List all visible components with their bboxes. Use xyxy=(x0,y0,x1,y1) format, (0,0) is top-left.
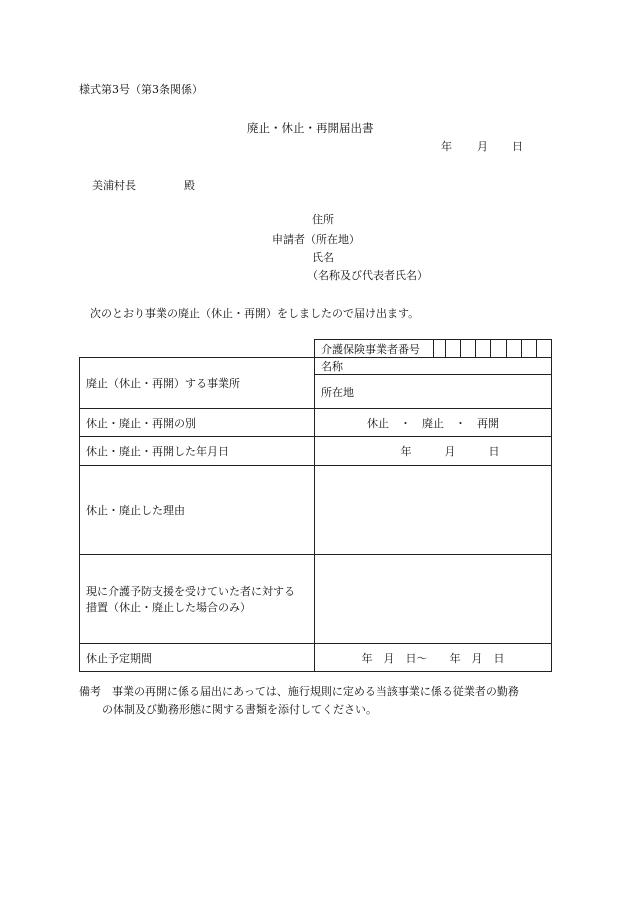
provider-number-digit[interactable] xyxy=(521,340,536,358)
reason-label: 休止・廃止した理由 xyxy=(80,466,315,555)
provider-number-digit[interactable] xyxy=(461,340,476,358)
date-value[interactable]: 年 月 日 xyxy=(314,437,551,466)
measures-label-line1: 現に介護予防支援を受けていた者に対する xyxy=(86,585,295,598)
office-name-label: 名称 xyxy=(314,358,551,375)
remarks-line2: の体制及び勤務形態に関する書類を添付してください。 xyxy=(102,703,377,716)
date-label: 休止・廃止・再開した年月日 xyxy=(80,437,315,466)
provider-number-digit[interactable] xyxy=(506,340,521,358)
office-location-label: 所在地 xyxy=(314,375,551,409)
provider-number-digit[interactable] xyxy=(476,340,491,358)
provider-number-digit[interactable] xyxy=(536,340,551,358)
name-note: （名称及び代表者氏名） xyxy=(307,269,428,282)
document-title: 廃止・休止・再開届出書 xyxy=(247,121,374,135)
applicant-label: 申請者（所在地） xyxy=(272,233,360,246)
type-options[interactable]: 休止 ・ 廃止 ・ 再開 xyxy=(314,409,551,437)
address-label: 住所 xyxy=(312,213,334,226)
remarks-line1: 備考 事業の再開に係る届出にあっては、施行規則に定める当該事業に係る従業者の勤務 xyxy=(79,685,519,698)
name-label: 氏名 xyxy=(312,251,334,264)
period-label: 休止予定期間 xyxy=(80,644,315,672)
date-month-label: 月 xyxy=(477,140,488,153)
period-value[interactable]: 年 月 日～ 年 月 日 xyxy=(314,644,551,672)
provider-number-digit[interactable] xyxy=(491,340,506,358)
form-number: 様式第3号（第3条関係） xyxy=(79,83,203,96)
date-day-label: 日 xyxy=(512,140,523,153)
intro-text: 次のとおり事業の廃止（休止・再開）をしましたので届け出ます。 xyxy=(90,307,420,320)
reason-field[interactable] xyxy=(314,466,551,555)
measures-field[interactable] xyxy=(314,555,551,644)
measures-label-line2: 措置（休止・廃止した場合のみ） xyxy=(86,601,251,614)
blank-cell xyxy=(80,340,315,358)
addressee-name: 美浦村長 xyxy=(92,179,136,192)
office-label: 廃止（休止・再開）する事業所 xyxy=(80,358,315,409)
provider-number-label: 介護保険事業者番号 xyxy=(314,340,433,358)
type-label: 休止・廃止・再開の別 xyxy=(80,409,315,437)
measures-label xyxy=(80,555,315,644)
provider-number-digit[interactable] xyxy=(446,340,461,358)
provider-number-digit[interactable] xyxy=(433,340,445,358)
date-year-label: 年 xyxy=(441,140,452,153)
addressee-honorific: 殿 xyxy=(184,179,195,192)
notification-table xyxy=(79,339,552,672)
